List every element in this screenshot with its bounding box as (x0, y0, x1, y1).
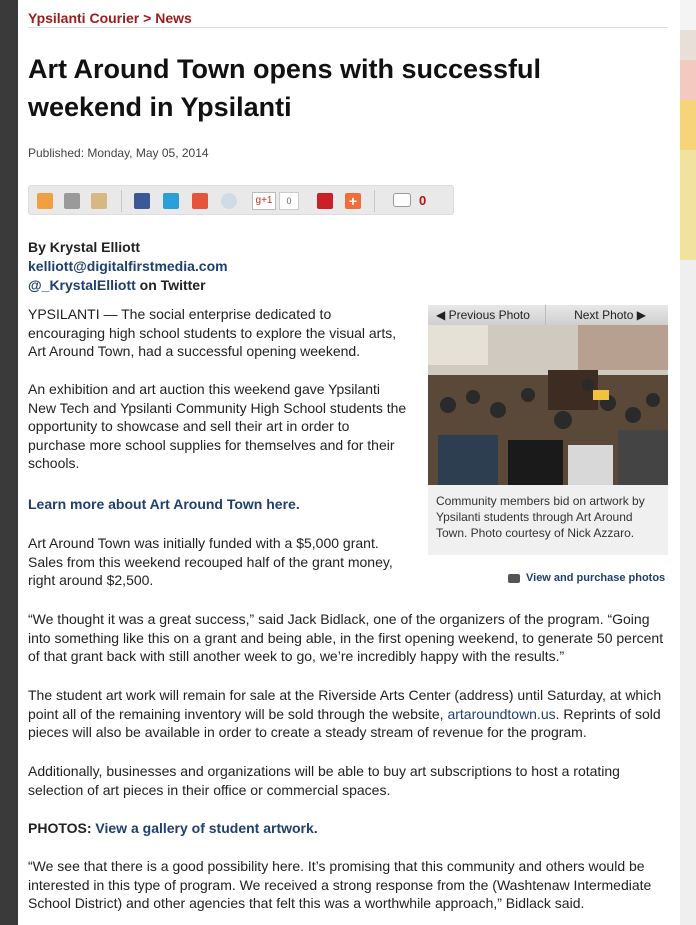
article-title: Art Around Town opens with successful weekend in Ypsilanti (28, 54, 542, 122)
purchase-photos-link[interactable] (508, 572, 665, 584)
breadcrumb (28, 10, 192, 26)
paragraph-text: . Reprints of sold pieces will also be available in order to create a steady stream of revenue for the program. (28, 705, 661, 740)
paragraph: “We see that there is a good possibility here. It’s promising that this community and others would be interested in this type of program. We received a strong response from the (Washtenaw Intermediate School District) and other agencies that felt this was a worthwhile approach,” Bidlack said. (28, 858, 652, 911)
crowd-photo-illustration (428, 325, 668, 485)
gallery-link[interactable]: View a gallery of student artwork. (95, 820, 318, 836)
author-email-link[interactable]: kelliott@digitalfirstmedia.com (28, 258, 228, 274)
paragraph (28, 686, 668, 742)
photos-label: PHOTOS: (28, 820, 96, 836)
comment-count[interactable]: 0 (419, 193, 427, 208)
paragraph-text: The student art work will remain for sale at the Riverside Arts Center (address) until Saturday, at which point all of the remaining inventory will be sold through the website, (28, 687, 662, 722)
facebook-icon[interactable] (134, 193, 150, 209)
article-photo[interactable] (428, 325, 668, 485)
rss-icon[interactable] (37, 193, 53, 209)
breadcrumb-site[interactable]: Ypsilanti Courier (28, 10, 140, 26)
breadcrumb-divider (28, 27, 668, 28)
paragraph: Art Around Town was initially funded with a $5,000 grant. Sales from this weekend recouped half of the grant money, right around $2,500. (28, 535, 393, 588)
artaroundtown-link[interactable]: artaroundtown.us (447, 705, 556, 722)
twitter-icon[interactable] (163, 193, 179, 209)
twitter-suffix: on Twitter (135, 277, 206, 293)
photo-caption: Community members bid on artwork by Ypsilanti students through Art Around Town. Photo courtesy of Nick Azzaro. (436, 494, 645, 540)
stumbleupon-icon[interactable] (192, 193, 208, 209)
camera-icon (508, 574, 520, 583)
reddit-icon[interactable] (221, 193, 237, 209)
author-name: By Krystal Elliott (28, 239, 141, 255)
paragraph: An exhibition and art auction this weekend gave Ypsilanti New Tech and Ypsilanti Community High School students the opportunity to showcase and sell their art in order to purchase more school supplies for themselves and for their schools. (28, 381, 407, 471)
paragraph: YPSILANTI — The social enterprise dedicated to encouraging high school students to explore the visual arts, Art Around Town, had a successful opening weekend. (28, 306, 397, 359)
google-plus-button[interactable] (252, 192, 276, 210)
article-page (18, 0, 680, 925)
photos-line (28, 819, 668, 838)
photo-navigation (428, 305, 668, 325)
learn-more-link[interactable]: Learn more about Art Around Town here. (28, 496, 300, 512)
breadcrumb-separator: > (139, 10, 156, 26)
toolbar-separator (374, 190, 375, 212)
google-plus-label: g+1 (255, 195, 273, 206)
nav-divider (545, 305, 546, 325)
published-date: Published: Monday, May 05, 2014 (28, 146, 209, 160)
google-plus-count: 0 (279, 192, 299, 210)
purchase-photos-label: View and purchase photos (526, 572, 666, 584)
email-icon[interactable] (91, 193, 107, 209)
print-icon[interactable] (64, 193, 80, 209)
paragraph: Additionally, businesses and organizations will be able to buy art subscriptions to host a rotating selection of art pieces in their office or commercial spaces. (28, 763, 620, 798)
paragraph: “We thought it was a great success,” said Jack Bidlack, one of the organizers of the program. “Going into something like this on a grant and being able, in the first opening weekend, to generate 50 percent of that grant back with still another week to go, we’re incredibly happy with the results.” (28, 611, 664, 664)
byline (28, 238, 228, 295)
share-toolbar (28, 185, 454, 215)
comment-bubble-icon[interactable] (393, 193, 411, 207)
side-panel-strip (680, 0, 696, 925)
previous-photo-button[interactable]: ◀ Previous Photo (436, 308, 530, 322)
photo-gallery-box (428, 305, 668, 555)
toolbar-separator (121, 190, 122, 212)
breadcrumb-section[interactable]: News (155, 10, 192, 26)
author-twitter-link[interactable]: @_KrystalElliott (28, 277, 136, 293)
next-photo-button[interactable]: Next Photo ▶ (574, 308, 646, 322)
pinterest-icon[interactable] (317, 193, 333, 209)
addthis-plus-icon[interactable]: + (345, 193, 361, 209)
